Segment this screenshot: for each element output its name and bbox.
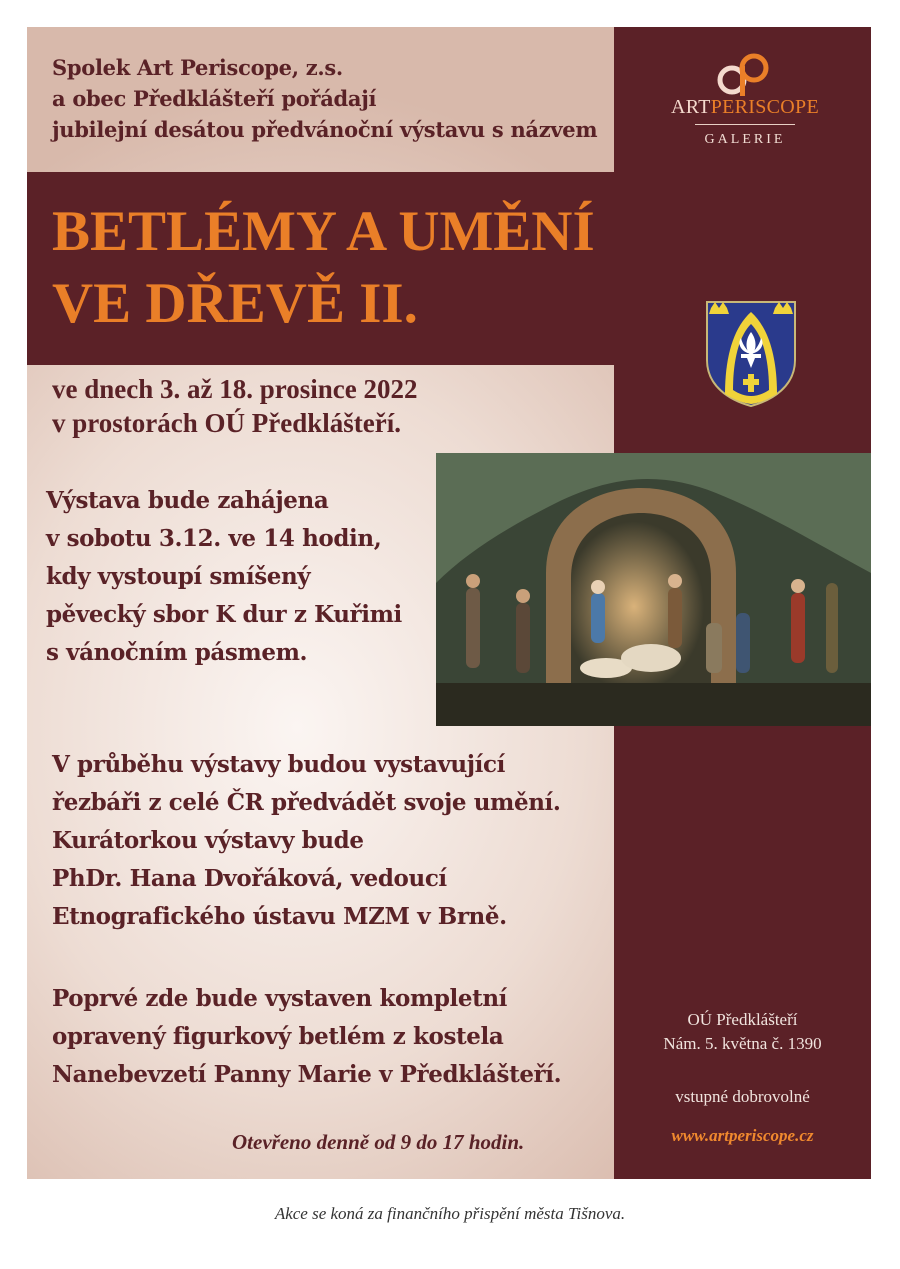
venue-address [614,1008,871,1056]
carvers-line: V průběhu výstavy budou vystavující [52,751,505,778]
website-link[interactable]: www.artperiscope.cz [671,1126,814,1145]
exhibition-title [52,196,672,340]
logo-wordmark-art: ART [671,96,711,118]
nativity-scene-photo [436,453,871,726]
betlem-line: opravený figurkový betlém z kostela [52,1023,504,1050]
opening-paragraph [46,482,436,672]
carvers-paragraph [52,746,612,936]
logo-subtitle: GALERIE [704,132,786,147]
opening-line: kdy vystoupí smíšený [46,563,311,590]
logo-divider [695,124,795,125]
carvers-line: Kurátorkou výstavy bude [52,827,364,854]
intro-text [52,52,612,145]
dates-line-1: ve dnech 3. až 18. prosince 2022 [52,374,418,404]
betlem-line: Poprvé zde bude vystaven kompletní [52,985,508,1012]
ap-monogram-icon [710,52,780,96]
admission-info: vstupné dobrovolné [675,1087,810,1106]
sponsor-footer: Akce se koná za finančního přispění města Tišnova. [274,1204,626,1223]
opening-line: s vánočním pásmem. [46,639,308,666]
logo-wordmark [640,96,850,119]
intro-line-exhibition: jubilejní desátou předvánoční výstavu s názvem [52,117,598,142]
carvers-line: Etnografického ústavu MZM v Brně. [52,903,507,930]
exhibition-dates [52,372,612,440]
carvers-line: řezbáři z celé ČR předvádět svoje umění. [52,789,561,816]
logo-wordmark-periscope: PERISCOPE [710,96,819,118]
opening-line: pěvecký sbor K dur z Kuřimi [46,601,402,628]
address-line-2: Nám. 5. května č. 1390 [663,1034,822,1053]
nativity-scene-illustration [436,453,871,726]
carvers-line: PhDr. Hana Dvořáková, vedoucí [52,865,447,892]
title-line-2: VE DŘEVĚ II. [52,272,418,335]
address-line-1: OÚ Předklášteří [687,1010,798,1029]
intro-line-co-organizer: a obec Předklášteří pořádají [52,86,377,111]
dates-line-2: v prostorách OÚ Předklášteří. [52,408,401,438]
intro-line-organizer: Spolek Art Periscope, z.s. [52,55,343,80]
betlem-paragraph [52,980,612,1094]
opening-line: v sobotu 3.12. ve 14 hodin, [46,525,382,552]
coat-of-arms-fleur-de-lis-icon [703,298,799,408]
opening-hours: Otevřeno denně od 9 do 17 hodin. [232,1130,525,1154]
betlem-line: Nanebevzetí Panny Marie v Předklášteří. [52,1061,562,1088]
opening-line: Výstava bude zahájena [46,487,329,514]
title-line-1: BETLÉMY A UMĚNÍ [52,200,595,263]
artperiscope-logo [640,52,850,152]
